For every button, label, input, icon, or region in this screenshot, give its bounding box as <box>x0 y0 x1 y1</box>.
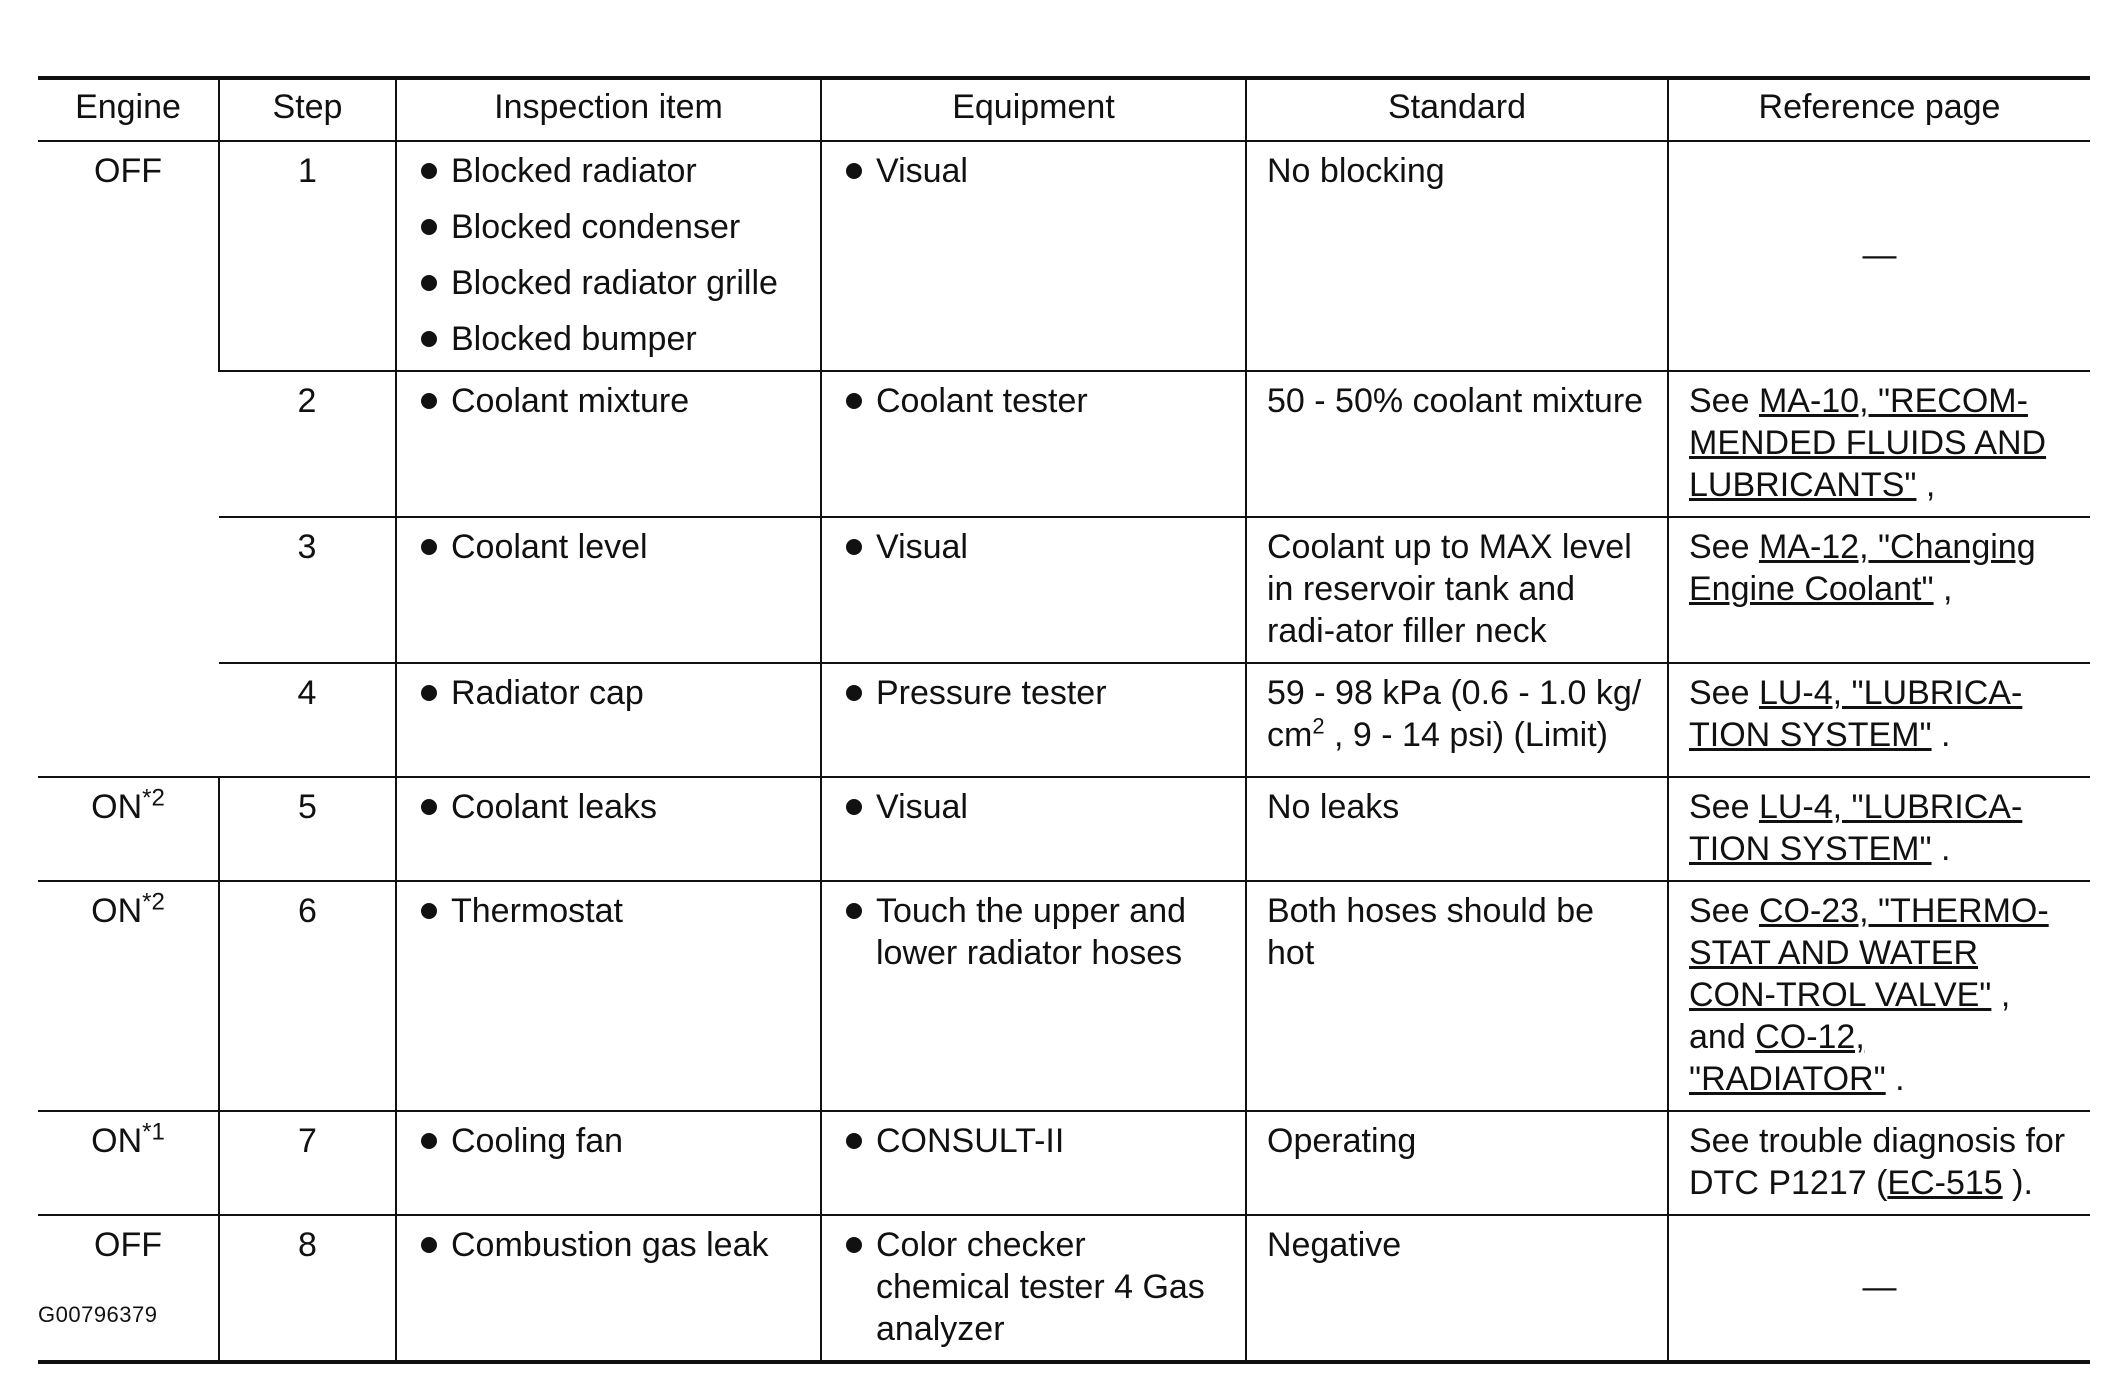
header-step: Step <box>219 78 396 141</box>
equipment-item: Color checker chemical tester 4 Gas analyzer <box>842 1224 1225 1350</box>
table-row <box>38 1111 2090 1215</box>
equipment-item: CONSULT-II <box>842 1120 1225 1162</box>
engine-cell <box>38 1111 219 1215</box>
inspection-item: Coolant leaks <box>417 786 800 828</box>
standard-cell: No leaks <box>1246 777 1668 881</box>
engine-note: *1 <box>142 1118 165 1146</box>
reference-prefix: See <box>1689 892 1750 930</box>
table-row <box>38 1215 2090 1362</box>
reference-suffix: . <box>1941 830 1951 868</box>
reference-mid: , and <box>1689 976 2011 1056</box>
equipment-item: Visual <box>842 526 1225 568</box>
table-row <box>38 777 2090 881</box>
inspection-item: Blocked bumper <box>417 318 800 360</box>
engine-cell <box>38 881 219 1111</box>
equipment-cell <box>821 663 1246 777</box>
reference-suffix: . <box>1895 1060 1905 1098</box>
inspection-item-cell <box>396 1215 821 1362</box>
standard-cell <box>1246 663 1668 777</box>
equipment-item: Pressure tester <box>842 672 1225 714</box>
reference-link[interactable]: LU-4, "LUBRICA-TION SYSTEM" <box>1689 674 2023 754</box>
inspection-item-cell <box>396 881 821 1111</box>
standard-text-cont: , 9 - 14 psi) (Limit) <box>1334 716 1608 754</box>
inspection-table-sheet <box>38 76 2090 1364</box>
inspection-item: Coolant level <box>417 526 800 568</box>
reference-link-secondary[interactable]: CO-12, "RADIATOR" <box>1689 1018 1886 1098</box>
table-row <box>38 141 2090 371</box>
inspection-item-cell <box>396 517 821 663</box>
standard-cell: Coolant up to MAX level in reservoir tank and radi-ator filler neck <box>1246 517 1668 663</box>
inspection-item: Combustion gas leak <box>417 1224 800 1266</box>
header-standard: Standard <box>1246 78 1668 141</box>
equipment-item: Visual <box>842 786 1225 828</box>
inspection-item-cell <box>396 371 821 517</box>
figure-id: G00796379 <box>38 1302 158 1327</box>
equipment-cell <box>821 1111 1246 1215</box>
inspection-item: Blocked radiator grille <box>417 262 800 304</box>
reference-link[interactable]: MA-10, "RECOM-MENDED FLUIDS AND LUBRICANTS" <box>1689 382 2047 504</box>
standard-cell: No blocking <box>1246 141 1668 371</box>
step-number: 3 <box>219 517 396 663</box>
reference-prefix: See <box>1689 674 1750 712</box>
standard-cell: 50 - 50% coolant mixture <box>1246 371 1668 517</box>
reference-cell <box>1668 517 2090 663</box>
equipment-cell <box>821 141 1246 371</box>
inspection-item-cell <box>396 1111 821 1215</box>
header-inspection-item: Inspection item <box>396 78 821 141</box>
inspection-item: Blocked radiator <box>417 150 800 192</box>
inspection-item-cell <box>396 663 821 777</box>
reference-cell <box>1668 371 2090 517</box>
inspection-item-cell <box>396 141 821 371</box>
engine-cell <box>38 777 219 881</box>
reference-suffix: , <box>1925 466 1936 504</box>
reference-prefix: See <box>1689 528 1750 566</box>
reference-prefix: See trouble diagnosis for DTC P1217 ( <box>1689 1122 2066 1202</box>
reference-cell <box>1668 1111 2090 1215</box>
reference-suffix: . <box>1941 716 1951 754</box>
step-number: 1 <box>219 141 396 371</box>
reference-link[interactable]: MA-12, "Changing Engine Coolant" <box>1689 528 2036 608</box>
engine-state: OFF <box>94 1226 162 1264</box>
equipment-cell <box>821 881 1246 1111</box>
table-row <box>38 663 2090 777</box>
header-engine: Engine <box>38 78 219 141</box>
inspection-item: Thermostat <box>417 890 800 932</box>
engine-state: OFF <box>94 152 162 190</box>
step-number: 2 <box>219 371 396 517</box>
no-reference: — <box>1862 236 1897 274</box>
standard-cell: Both hoses should be hot <box>1246 881 1668 1111</box>
step-number: 8 <box>219 1215 396 1362</box>
reference-cell <box>1668 881 2090 1111</box>
reference-link[interactable]: LU-4, "LUBRICA-TION SYSTEM" <box>1689 788 2023 868</box>
reference-cell <box>1668 141 2090 371</box>
equipment-cell <box>821 777 1246 881</box>
standard-cell: Negative <box>1246 1215 1668 1362</box>
engine-state: ON <box>91 788 143 826</box>
engine-cell <box>38 141 219 777</box>
header-reference-page: Reference page <box>1668 78 2090 141</box>
engine-state: ON <box>91 892 143 930</box>
step-number: 5 <box>219 777 396 881</box>
table-row <box>38 881 2090 1111</box>
reference-suffix: , <box>1943 570 1953 608</box>
step-number: 4 <box>219 663 396 777</box>
reference-link[interactable]: CO-23, "THERMO-STAT AND WATER CON-TROL VALVE" <box>1689 892 2049 1014</box>
standard-text: 59 - 98 kPa (0.6 - 1.0 kg/ cm <box>1267 674 1642 754</box>
reference-prefix: See <box>1689 382 1750 420</box>
equipment-item: Visual <box>842 150 1225 192</box>
equipment-cell <box>821 517 1246 663</box>
step-number: 6 <box>219 881 396 1111</box>
reference-cell <box>1668 1215 2090 1362</box>
engine-note: *2 <box>142 784 165 812</box>
inspection-item: Radiator cap <box>417 672 800 714</box>
table-row <box>38 517 2090 663</box>
no-reference: — <box>1862 1268 1897 1306</box>
inspection-item: Coolant mixture <box>417 380 800 422</box>
engine-cell <box>38 1215 219 1362</box>
header-equipment: Equipment <box>821 78 1246 141</box>
cooling-system-inspection-table <box>38 76 2090 1364</box>
step-number: 7 <box>219 1111 396 1215</box>
engine-note: *2 <box>142 888 165 916</box>
table-row <box>38 371 2090 517</box>
reference-suffix: ). <box>2012 1164 2033 1202</box>
inspection-item: Blocked condenser <box>417 206 800 248</box>
equipment-item: Touch the upper and lower radiator hoses <box>842 890 1225 974</box>
reference-link[interactable]: EC-515 <box>1887 1164 2003 1202</box>
equipment-item: Coolant tester <box>842 380 1225 422</box>
engine-state: ON <box>91 1122 143 1160</box>
inspection-item-cell <box>396 777 821 881</box>
reference-cell <box>1668 663 2090 777</box>
reference-cell <box>1668 777 2090 881</box>
reference-prefix: See <box>1689 788 1750 826</box>
standard-superscript: 2 <box>1312 713 1325 739</box>
inspection-item: Cooling fan <box>417 1120 800 1162</box>
equipment-cell <box>821 1215 1246 1362</box>
table-header-row <box>38 78 2090 141</box>
equipment-cell <box>821 371 1246 517</box>
standard-cell: Operating <box>1246 1111 1668 1215</box>
